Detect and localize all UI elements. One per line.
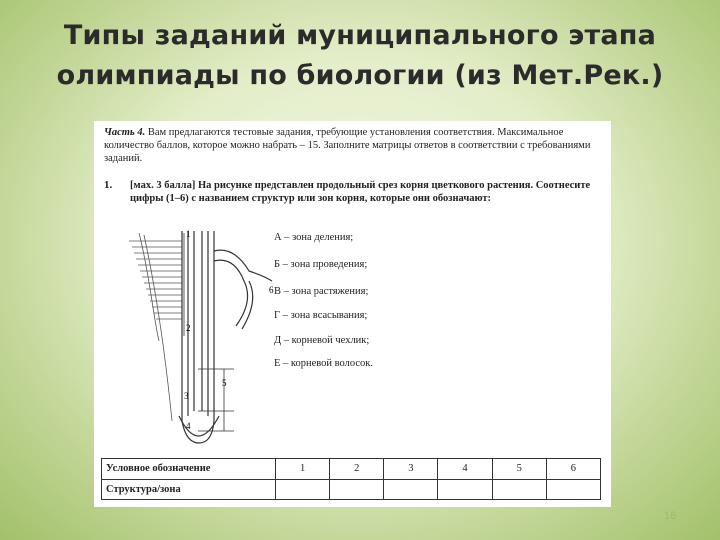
root-section-figure xyxy=(124,221,284,451)
page-number: 16 xyxy=(664,510,677,522)
matrix-row1-label: Условное обозначение xyxy=(102,459,276,480)
matrix-row2-label: Структура/зона xyxy=(102,479,276,500)
intro-heading: Часть 4. xyxy=(104,127,146,138)
matrix-col-6: 6 xyxy=(546,459,600,480)
intro-text: Вам предлагаются тестовые задания, требующие установления соответствия. Максимальное количество баллов, которое можно набрать – 15. Заполните матрицы ответов в соответствии с требованиями заданий. xyxy=(104,127,591,164)
matrix-answer-cell-2[interactable] xyxy=(330,479,384,500)
option-b: Б – зона проведения; xyxy=(274,259,368,270)
figure-label-3: 3 xyxy=(184,391,189,401)
answer-matrix xyxy=(101,458,601,500)
matrix-col-4: 4 xyxy=(438,459,492,480)
figure-label-4: 4 xyxy=(186,421,191,431)
slide-title xyxy=(40,16,680,96)
option-d: Д – корневой чехлик; xyxy=(274,335,370,346)
figure-label-2: 2 xyxy=(186,323,191,333)
matrix-answer-cell-1[interactable] xyxy=(276,479,330,500)
figure-label-5: 5 xyxy=(222,378,227,388)
option-v: В – зона растяжения; xyxy=(274,286,369,297)
matrix-answer-cell-5[interactable] xyxy=(492,479,546,500)
matrix-row-header xyxy=(102,459,601,480)
matrix-col-3: 3 xyxy=(384,459,438,480)
option-e: Е – корневой волосок. xyxy=(274,358,374,369)
matrix-answer-cell-3[interactable] xyxy=(384,479,438,500)
zone-markers xyxy=(184,233,234,431)
title-line-1: Типы заданий муниципального этапа xyxy=(63,20,657,51)
matrix-answer-cell-6[interactable] xyxy=(546,479,600,500)
matrix-col-5: 5 xyxy=(492,459,546,480)
figure-label-6: 6 xyxy=(269,285,274,295)
title-line-2: олимпиады по биологии (из Мет.Рек.) xyxy=(56,60,664,91)
option-a: А – зона деления; xyxy=(274,232,354,243)
scanned-task-sheet xyxy=(94,121,611,507)
matrix-col-1: 1 xyxy=(276,459,330,480)
option-g: Г – зона всасывания; xyxy=(274,310,368,321)
figure-label-1: 1 xyxy=(186,229,191,239)
root-hairs-drawing xyxy=(129,233,182,421)
matrix-answer-cell-4[interactable] xyxy=(438,479,492,500)
intro-paragraph xyxy=(104,126,604,165)
matrix-col-2: 2 xyxy=(330,459,384,480)
question-text: [мах. 3 балла] На рисунке представлен продольный срез корня цветкового растения. Соотнесите цифры (1–6) с названием структур или зон корня, которые они обозначают: xyxy=(130,180,591,204)
matrix-row-answers xyxy=(102,479,601,500)
question-number: 1. xyxy=(104,179,113,191)
